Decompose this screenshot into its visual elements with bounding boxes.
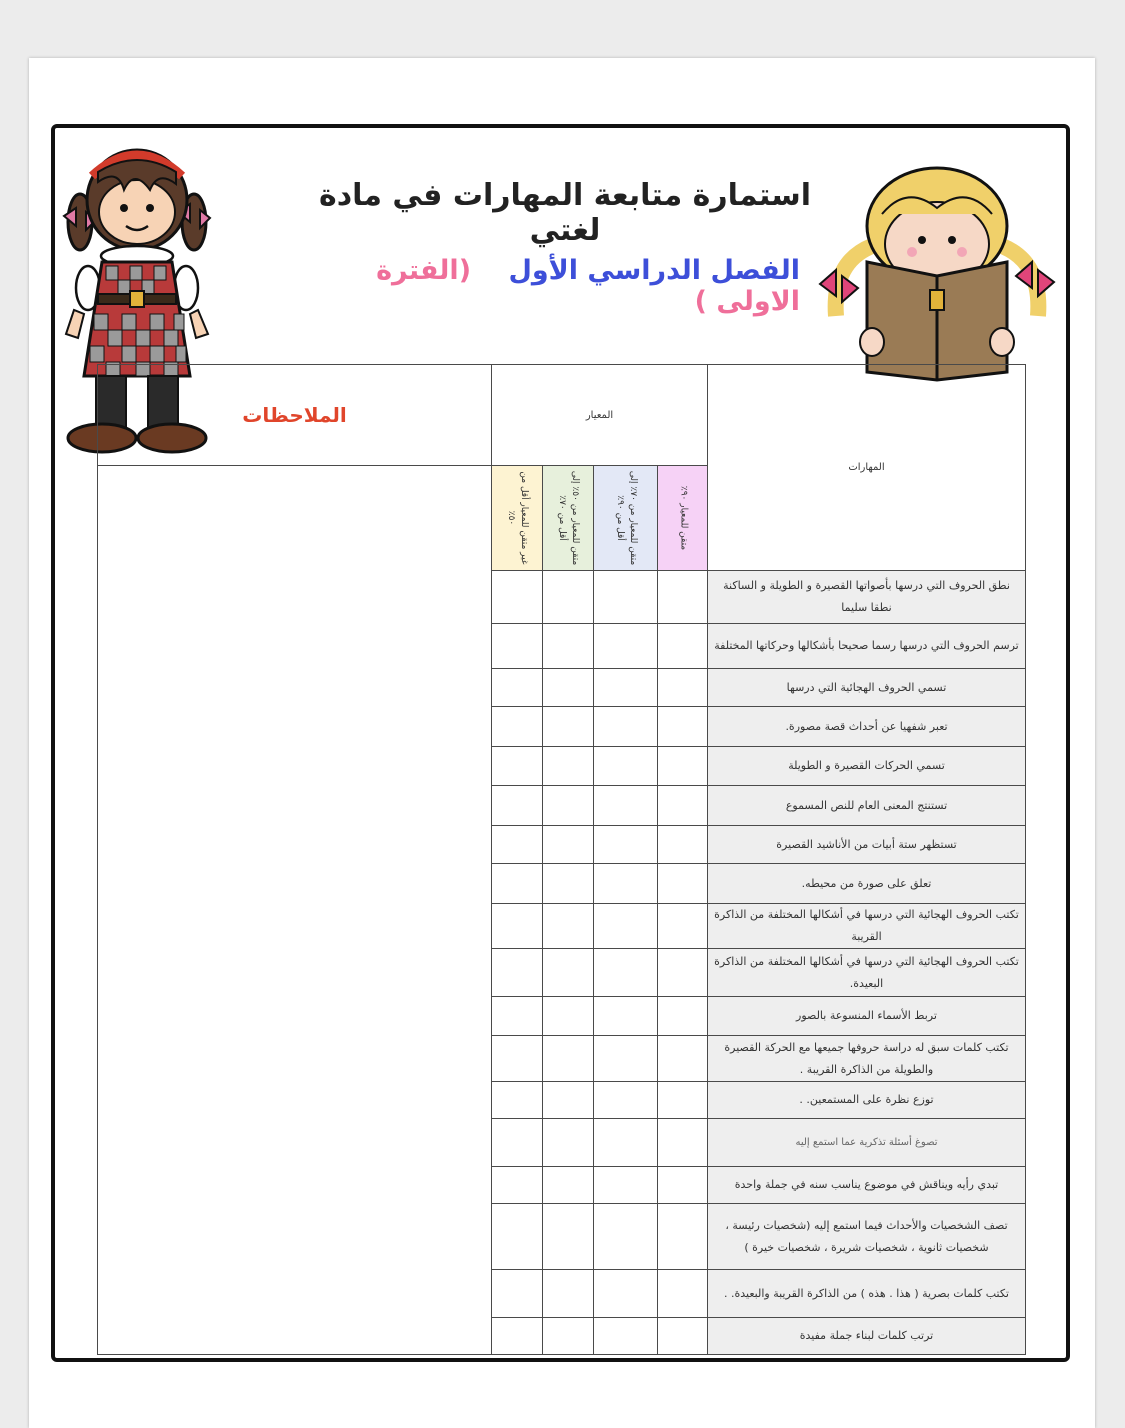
mark-cell[interactable] [492,904,543,949]
mark-cell[interactable] [543,1270,594,1318]
skill-text: تكتب كلمات سبق له دراسة حروفها جميعها مع الحركة القصيرة والطويلة من الذاكرة القريبة . [708,1036,1026,1082]
skill-text: ترسم الحروف التي درسها رسما صحيحا بأشكالها وحركاتها المختلفة [708,624,1026,669]
mark-cell[interactable] [492,571,543,624]
mark-cell[interactable] [543,1119,594,1167]
mark-cell[interactable] [543,864,594,904]
mark-cell[interactable] [543,949,594,997]
skill-text: تعلق على صورة من محيطه. [708,864,1026,904]
mark-cell[interactable] [594,669,658,707]
mark-cell[interactable] [543,747,594,786]
mark-cell[interactable] [658,571,708,624]
skill-text: تكتب الحروف الهجائية التي درسها في أشكالها المختلفة من الذاكرة البعيدة. [708,949,1026,997]
criteria-label: متقن للمعيار من ٧٠٪ إلى أقل من ٩٠٪ [614,470,638,566]
mark-cell[interactable] [594,997,658,1036]
mark-cell[interactable] [594,1036,658,1082]
mark-cell[interactable] [492,786,543,826]
mark-cell[interactable] [658,949,708,997]
mark-cell[interactable] [658,1204,708,1270]
criteria-label: متقن للمعيار ٩٠٪ [678,485,688,551]
mark-cell[interactable] [492,949,543,997]
mark-cell[interactable] [492,669,543,707]
skill-text: تبدي رأيه ويناقش في موضوع يناسب سنه في جملة واحدة [708,1167,1026,1204]
mark-cell[interactable] [658,1318,708,1355]
mark-cell[interactable] [658,1036,708,1082]
skill-text: تكتب الحروف الهجائية التي درسها في أشكالها المختلفة من الذاكرة القريبة [708,904,1026,949]
mark-cell[interactable] [594,826,658,864]
mark-cell[interactable] [658,786,708,826]
mark-cell[interactable] [492,747,543,786]
mark-cell[interactable] [543,786,594,826]
form-title: استمارة متابعة المهارات في مادة لغتي [318,178,811,248]
mark-cell[interactable] [492,864,543,904]
mark-cell[interactable] [658,747,708,786]
mark-cell[interactable] [658,669,708,707]
mark-cell[interactable] [543,1318,594,1355]
mark-cell[interactable] [492,1119,543,1167]
skill-text: تكتب كلمات بصرية ( هذا . هذه ) من الذاكرة القريبة والبعيدة. . [708,1270,1026,1318]
skill-text: توزع نظرة على المستمعين. . [708,1082,1026,1119]
skill-text: نطق الحروف التي درسها بأصواتها القصيرة و الطويلة و الساكنة نطقا سليما [708,571,1026,624]
mark-cell[interactable] [658,864,708,904]
mark-cell[interactable] [543,1167,594,1204]
mark-cell[interactable] [594,707,658,747]
skill-text: تعبر شفهيا عن أحداث قصة مصورة. [708,707,1026,747]
mark-cell[interactable] [594,949,658,997]
mark-cell[interactable] [492,997,543,1036]
mark-cell[interactable] [594,1082,658,1119]
table-header-row [98,365,1026,466]
skill-text: تصف الشخصيات والأحداث فيما استمع إليه (شخصيات رئيسة ، شخصيات ثانوية ، شخصيات شريرة ، شخصيات خيرة ) [708,1204,1026,1270]
mark-cell[interactable] [594,1167,658,1204]
mark-cell[interactable] [543,1036,594,1082]
form-subtitle [300,255,800,317]
skill-text: تستنتج المعنى العام للنص المسموع [708,786,1026,826]
mark-cell[interactable] [492,1036,543,1082]
criteria-70-90 [594,466,658,571]
mark-cell[interactable] [594,904,658,949]
mark-cell[interactable] [543,707,594,747]
skills-table [97,364,1026,1355]
skill-text: تسمي الحروف الهجائية التي درسها [708,669,1026,707]
criteria-header: المعيار [492,365,708,466]
mark-cell[interactable] [543,1204,594,1270]
mark-cell[interactable] [543,624,594,669]
girl-reading-book-illustration [812,166,1062,382]
semester-label: الفصل الدراسي الأول [508,255,800,286]
mark-cell[interactable] [543,904,594,949]
mark-cell[interactable] [594,571,658,624]
criteria-not-mastered [492,466,543,571]
mark-cell[interactable] [492,1167,543,1204]
mark-cell[interactable] [658,997,708,1036]
skill-text: تربط الأسماء المنسوعة بالصور [708,997,1026,1036]
mark-cell[interactable] [658,826,708,864]
skill-text: تصوغ أسئلة تذكرية عما استمع إليه [708,1119,1026,1167]
mark-cell[interactable] [492,1318,543,1355]
mark-cell[interactable] [543,669,594,707]
notes-cell[interactable] [98,466,492,1355]
criteria-90 [658,466,708,571]
mark-cell[interactable] [594,786,658,826]
criteria-50-70 [543,466,594,571]
mark-cell[interactable] [594,1270,658,1318]
notes-header: الملاحظات [98,365,492,466]
mark-cell[interactable] [594,864,658,904]
criteria-label: غير متقن للمعيار أقل من ٥٠٪ [506,471,529,565]
mark-cell[interactable] [492,1204,543,1270]
mark-cell[interactable] [594,1318,658,1355]
mark-cell[interactable] [658,707,708,747]
mark-cell[interactable] [492,707,543,747]
mark-cell[interactable] [658,1167,708,1204]
mark-cell[interactable] [492,1270,543,1318]
mark-cell[interactable] [492,826,543,864]
mark-cell[interactable] [543,571,594,624]
mark-cell[interactable] [594,1204,658,1270]
mark-cell[interactable] [492,624,543,669]
skill-text: تسمي الحركات القصيرة و الطويلة [708,747,1026,786]
mark-cell[interactable] [658,624,708,669]
mark-cell[interactable] [594,624,658,669]
mark-cell[interactable] [658,1270,708,1318]
mark-cell[interactable] [658,904,708,949]
mark-cell[interactable] [492,1082,543,1119]
mark-cell[interactable] [543,826,594,864]
mark-cell[interactable] [543,1082,594,1119]
mark-cell[interactable] [594,747,658,786]
mark-cell[interactable] [594,1119,658,1167]
mark-cell[interactable] [543,997,594,1036]
period-label: (الفترة الاولى ) [376,255,800,317]
skills-header: المهارات [708,365,1026,571]
skill-text: تستظهر ستة أبيات من الأناشيد القصيرة [708,826,1026,864]
mark-cell[interactable] [658,1082,708,1119]
mark-cell[interactable] [658,1119,708,1167]
skill-text: ترتب كلمات لبناء جملة مفيدة [708,1318,1026,1355]
criteria-label: متقن للمعيار من ٥٠٪ إلى أقل من ٧٠٪ [557,470,580,566]
